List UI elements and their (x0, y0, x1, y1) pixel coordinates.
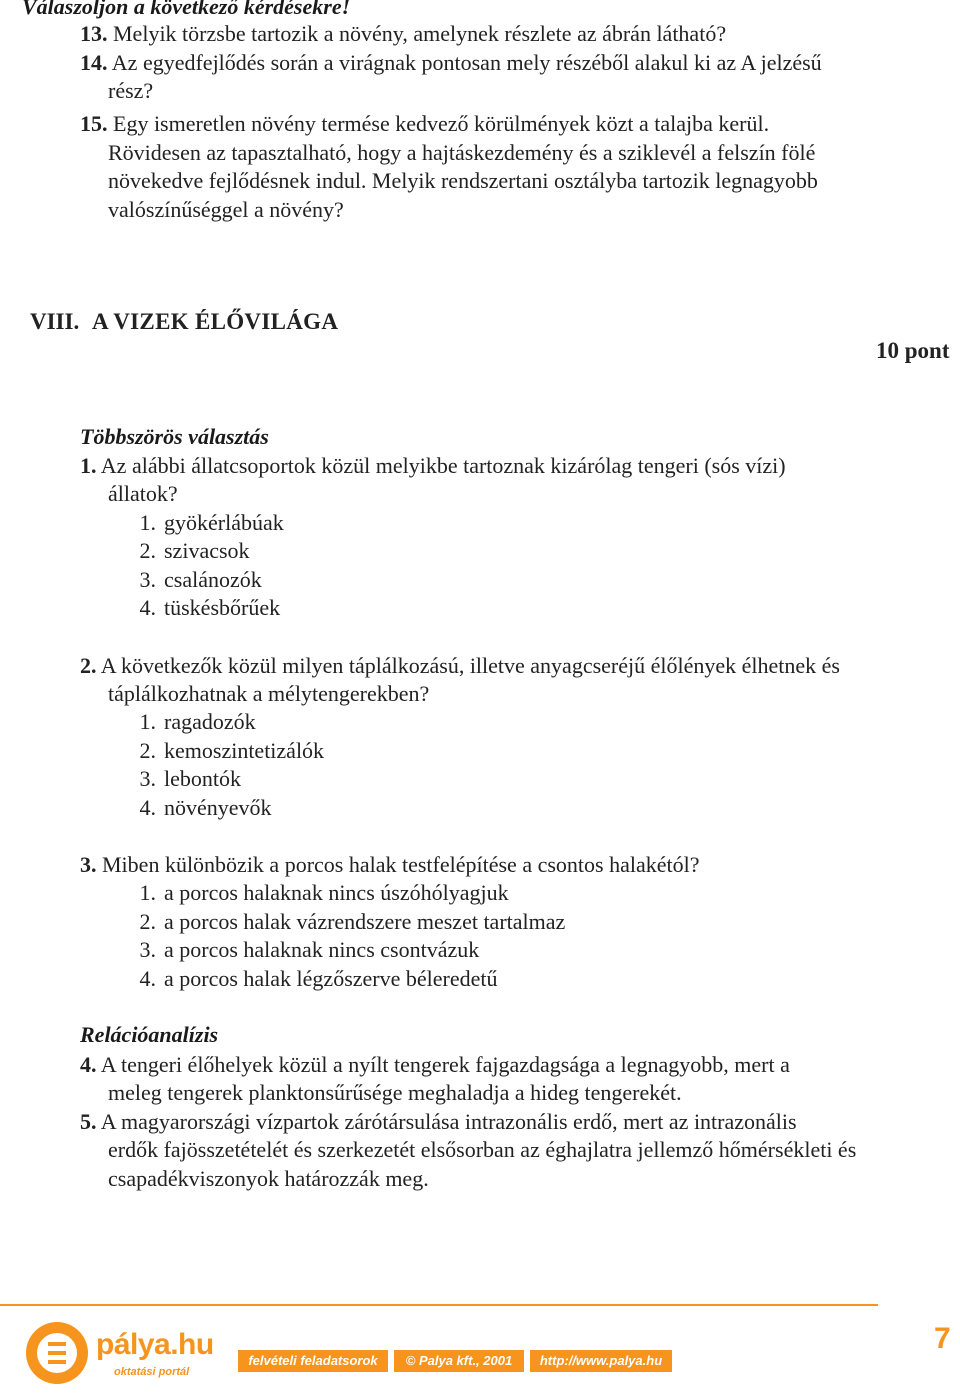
option-number: 1. (139, 880, 156, 905)
option-number: 3. (139, 567, 156, 592)
mc-question-3 (80, 851, 699, 879)
option-number: 2. (139, 909, 156, 934)
section-title: A VIZEK ÉLŐVILÁGA (92, 309, 339, 334)
question-text: Az alábbi állatcsoportok közül melyikbe tartoznak kizárólag tengeri (sós vízi) (100, 453, 786, 478)
option-number: 3. (139, 766, 156, 791)
question-text-continued: állatok? (108, 481, 178, 506)
answer-option (118, 594, 280, 622)
option-number: 2. (139, 738, 156, 763)
question-text: Melyik törzsbe tartozik a növény, amelynek részlete az ábrán látható? (113, 21, 727, 46)
logo-wordmark: pálya.hu (96, 1328, 214, 1361)
answer-option (118, 908, 565, 936)
question-number: 1. (80, 453, 97, 478)
option-text: a porcos halaknak nincs úszóhólyagjuk (164, 880, 509, 905)
footer-tag-exams: felvételi feladatsorok (238, 1350, 388, 1372)
section-points: 10 pont (876, 338, 950, 363)
answer-option (118, 794, 272, 822)
option-text: kemoszintetizálók (164, 738, 325, 763)
answer-option (118, 566, 262, 594)
question-number: 5. (80, 1109, 97, 1134)
answer-option (118, 737, 324, 765)
logo-subtitle: oktatási portál (114, 1366, 190, 1378)
question-number: 15. (80, 111, 108, 136)
option-text: a porcos halaknak nincs csontvázuk (164, 937, 480, 962)
page-number: 7 (934, 1322, 951, 1355)
question-text-continued: erdők fajösszetételét és szerkezetét elsősorban az éghajlatra jellemző hőmérsékleti és (108, 1137, 857, 1162)
question-text: A magyarországi vízpartok zárótársulása intrazonális erdő, mert az intrazonális (100, 1109, 797, 1134)
question-text-continued: csapadékviszonyok határozzák meg. (108, 1166, 429, 1191)
question-text-continued: Rövidesen az tapasztalható, hogy a hajtáskezdemény és a sziklevél a felszín fölé (108, 140, 816, 165)
option-text: csalánozók (164, 567, 262, 592)
option-text: tüskésbőrűek (164, 595, 281, 620)
question-13 (80, 20, 726, 48)
option-number: 3. (139, 937, 156, 962)
question-text: Az egyedfejlődés során a virágnak pontosan mely részéből alakul ki az A jelzésű (111, 50, 822, 75)
footer-tag-copyright: © Palya kft., 2001 (394, 1350, 524, 1372)
option-number: 2. (139, 538, 156, 563)
palya-logo[interactable] (26, 1322, 226, 1394)
answer-option (118, 879, 509, 907)
question-number: 13. (80, 21, 108, 46)
option-text: növényevők (164, 795, 272, 820)
question-number: 14. (80, 50, 108, 75)
option-number: 1. (139, 709, 156, 734)
mc-question-2 (80, 652, 840, 680)
question-text-continued: táplálkozhatnak a mélytengerekben? (108, 681, 430, 706)
question-text: Miben különbözik a porcos halak testfelépítése a csontos halakétól? (102, 852, 700, 877)
option-number: 1. (139, 510, 156, 535)
section-number: VIII. (30, 309, 80, 334)
option-text: gyökérlábúak (164, 510, 284, 535)
question-text-continued: valószínűséggel a növény? (108, 197, 344, 222)
answer-option (118, 509, 284, 537)
multiple-choice-heading: Többszörös választás (80, 424, 269, 449)
option-number: 4. (139, 966, 156, 991)
ra-question-4 (80, 1051, 790, 1079)
mc-question-1 (80, 452, 786, 480)
question-text-continued: növekedve fejlődésnek indul. Melyik rendszertani osztályba tartozik legnagyobb (108, 168, 818, 193)
question-number: 4. (80, 1052, 97, 1077)
option-text: szivacsok (164, 538, 250, 563)
question-text: Egy ismeretlen növény termése kedvező körülmények közt a talajba kerül. (113, 111, 770, 136)
option-text: ragadozók (164, 709, 256, 734)
question-text-continued: rész? (108, 78, 154, 103)
option-text: lebontók (164, 766, 241, 791)
answer-option (118, 965, 498, 993)
question-text: A következők közül milyen táplálkozású, illetve anyagcseréjű élőlények élhetnek és (100, 653, 840, 678)
question-number: 2. (80, 653, 97, 678)
footer-divider (0, 1304, 878, 1306)
answer-option (118, 537, 250, 565)
footer-link-website[interactable]: http://www.palya.hu (530, 1350, 672, 1372)
option-number: 4. (139, 795, 156, 820)
answer-option (118, 708, 256, 736)
question-number: 3. (80, 852, 97, 877)
intro-heading: Válaszoljon a következő kérdésekre! (22, 0, 351, 19)
question-text-continued: meleg tengerek planktonsűrűsége meghaladja a hideg tengerekét. (108, 1080, 682, 1105)
question-14 (80, 49, 822, 77)
ra-question-5 (80, 1108, 797, 1136)
answer-option (118, 936, 479, 964)
option-text: a porcos halak vázrendszere meszet tartalmaz (164, 909, 566, 934)
relation-analysis-heading: Relációanalízis (80, 1022, 219, 1047)
palya-logo-icon (26, 1322, 88, 1384)
question-15 (80, 110, 769, 138)
question-text: A tengeri élőhelyek közül a nyílt tengerek fajgazdagsága a legnagyobb, mert a (100, 1052, 790, 1077)
answer-option (118, 765, 241, 793)
option-text: a porcos halak légzőszerve béleredetű (164, 966, 498, 991)
option-number: 4. (139, 595, 156, 620)
